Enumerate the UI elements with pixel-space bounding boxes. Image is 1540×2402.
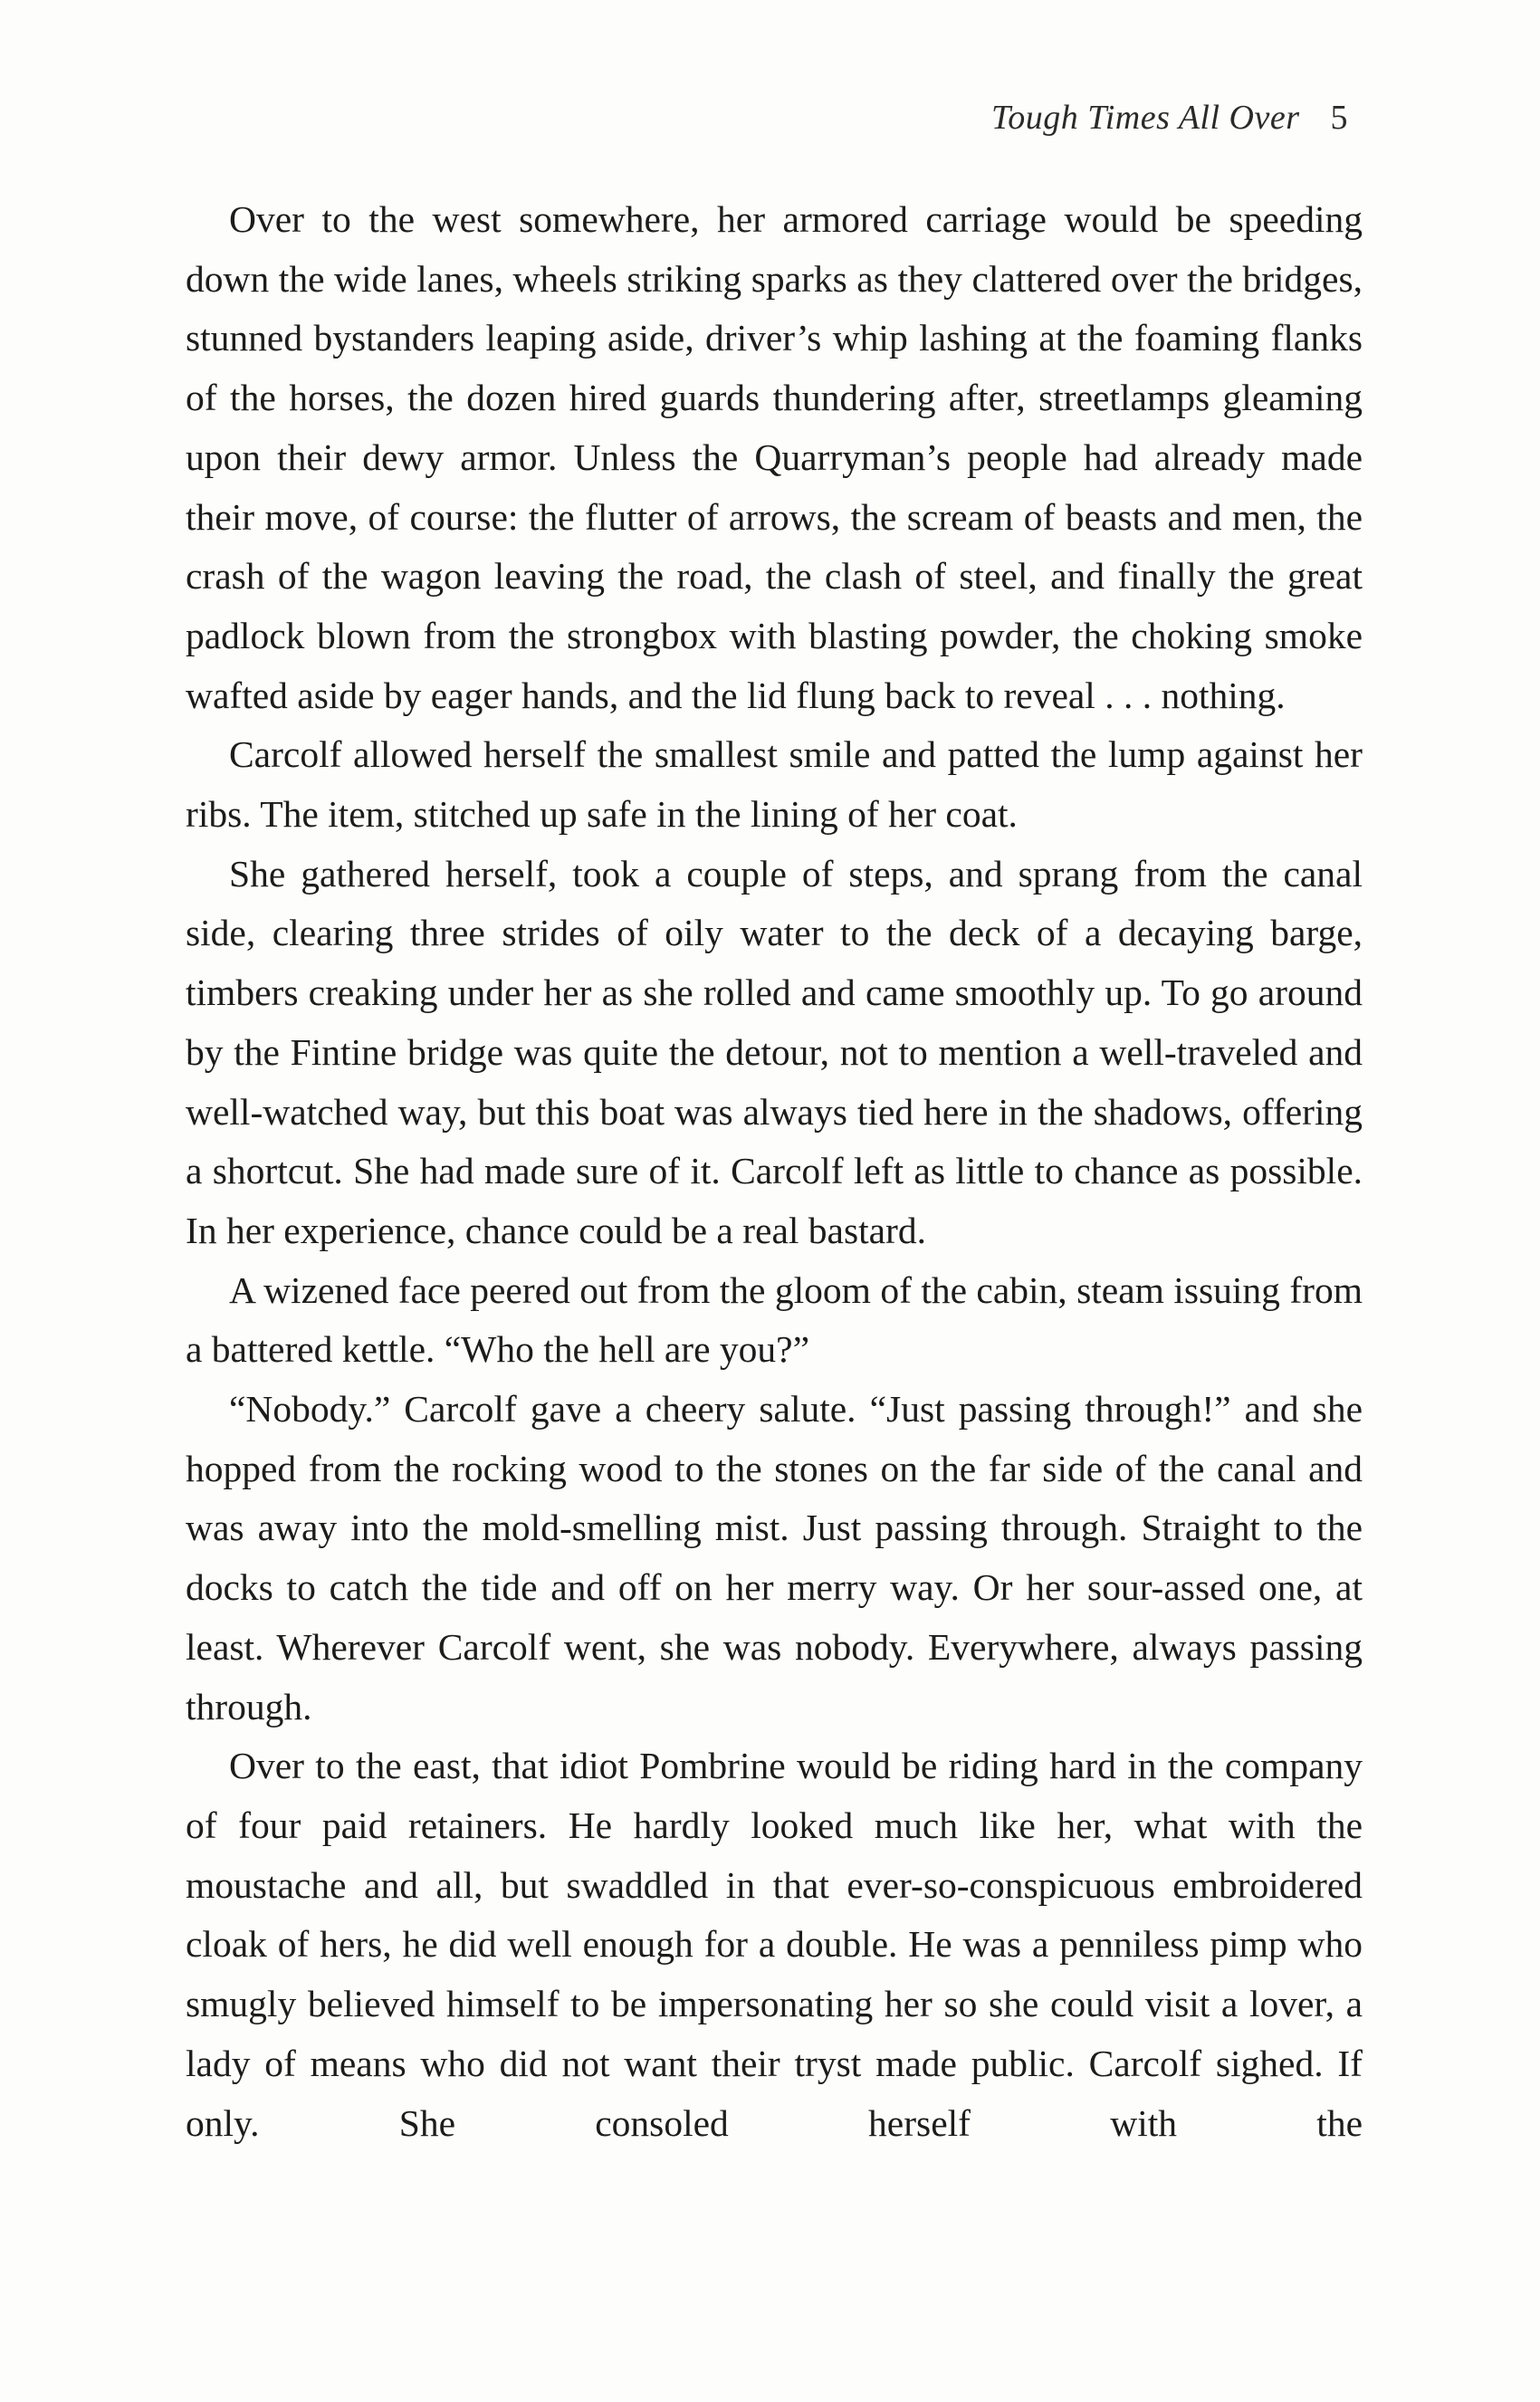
paragraph: A wizened face peered out from the gloom of the cabin, steam issuing from a battered kettle. “Who the hell are you?” — [186, 1268, 1363, 1371]
paragraph: Over to the west somewhere, her armored carriage would be speeding down the wide lanes, wheels striking sparks as they clattered over the bridges, stunned bystanders leaping aside, driver’s whip lashing at the foaming flanks of the horses, the dozen hired guards thundering after, streetlamps gleaming upon their dewy armor. Unless the Quarryman’s people had already made their move, of course: the flutter of arrows, the scream of beasts and men, the crash of the wagon leaving the road, the clash of steel, and finally the great padlock blown from the strongbox with blasting powder, the choking smoke wafted aside by eager hands, and the lid flung back to reveal . . . nothing. — [186, 198, 1363, 716]
running-head — [991, 98, 1348, 138]
paragraph: “Nobody.” Carcolf gave a cheery salute. “Just passing through!” and she hopped from the rocking wood to the stones on the far side of the canal and was away into the mold-smelling mist. Just passing through. Straight to the docks to catch the tide and off on her merry way. Or her sour-assed one, at least. Wherever Carcolf went, she was nobody. Everywhere, always passing through. — [186, 1388, 1363, 1727]
paragraph: She gathered herself, took a couple of steps, and sprang from the canal side, clearing three strides of oily water to the deck of a decaying barge, timbers creaking under her as she rolled and came smoothly up. To go around by the Fintine bridge was quite the detour, not to mention a well-traveled and well-watched way, but this boat was always tied here in the shadows, offering a shortcut. She had made sure of it. Carcolf left as little to chance as possible. In her experience, chance could be a real bastard. — [186, 852, 1363, 1251]
page-number: 5 — [1330, 99, 1348, 137]
body-text — [186, 190, 1363, 2153]
paragraph: Carcolf allowed herself the smallest smile and patted the lump against her ribs. The item, stitched up safe in the lining of her coat. — [186, 733, 1363, 836]
paragraph: Over to the east, that idiot Pombrine would be riding hard in the company of four paid retainers. He hardly looked much like her, what with the moustache and all, but swaddled in that ever-so-conspicuous embroidered cloak of hers, he did well enough for a double. He was a penniless pimp who smugly believed himself to be impersonating her so she could visit a lover, a lady of means who did not want their tryst made public. Carcolf sighed. If only. She consoled herself with the — [186, 1745, 1363, 2144]
running-head-title: Tough Times All Over — [991, 99, 1300, 137]
